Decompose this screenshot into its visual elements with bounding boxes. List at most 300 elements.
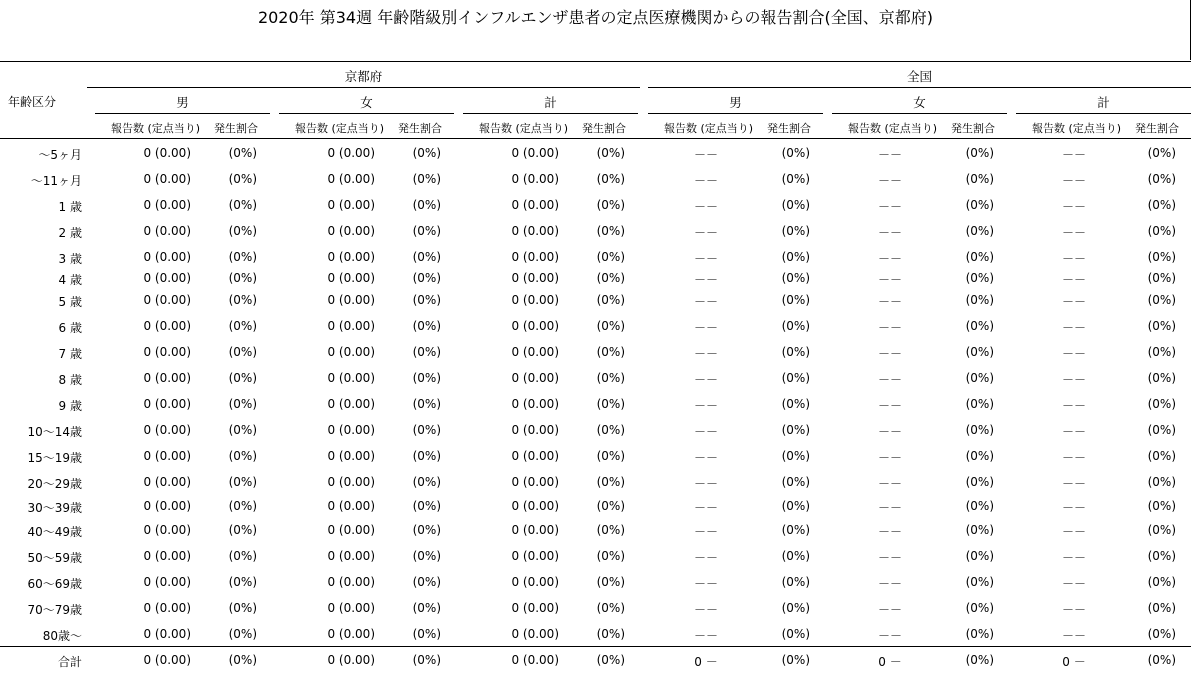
row-rate-cell: (0%) bbox=[1147, 172, 1176, 186]
header-rule-national bbox=[648, 87, 1191, 88]
row-count-cell: 0 (0.00) bbox=[327, 198, 375, 212]
row-count-cell: －－ bbox=[1061, 477, 1086, 491]
row-count-cell: －－ bbox=[877, 226, 902, 240]
row-count-cell: 0 (0.00) bbox=[327, 627, 375, 641]
age-column-header: 年齢区分 bbox=[8, 95, 57, 109]
row-count-cell: －－ bbox=[877, 252, 902, 266]
row-count-cell: 0 (0.00) bbox=[511, 423, 559, 437]
row-rate-cell: (0%) bbox=[1147, 224, 1176, 238]
row-rate-cell: (0%) bbox=[228, 523, 257, 537]
row-count-cell: －－ bbox=[877, 148, 902, 162]
row-count-cell: 0 (0.00) bbox=[327, 271, 375, 285]
row-rate-cell: (0%) bbox=[781, 549, 810, 563]
row-count-cell: －－ bbox=[693, 321, 718, 335]
row-rate-cell: (0%) bbox=[965, 423, 994, 437]
row-count-cell: 0 (0.00) bbox=[143, 172, 191, 186]
row-rate-cell: (0%) bbox=[596, 224, 625, 238]
row-rate-cell: (0%) bbox=[228, 271, 257, 285]
row-count-cell: －－ bbox=[877, 425, 902, 439]
row-rate-cell: (0%) bbox=[1147, 371, 1176, 385]
row-count-cell: －－ bbox=[877, 321, 902, 335]
row-count-cell: 0 (0.00) bbox=[327, 172, 375, 186]
row-rate-cell: (0%) bbox=[781, 146, 810, 160]
row-rate-cell: (0%) bbox=[596, 499, 625, 513]
row-count-cell: －－ bbox=[693, 200, 718, 214]
header-bottom-rule bbox=[0, 138, 1191, 139]
row-count-cell: 0 (0.00) bbox=[327, 575, 375, 589]
row-age-label: 9 歳 bbox=[58, 399, 82, 413]
row-age-label: 6 歳 bbox=[58, 321, 82, 335]
row-count-cell: 0 (0.00) bbox=[327, 224, 375, 238]
row-count-cell: 0 (0.00) bbox=[143, 475, 191, 489]
row-count-cell: 0 (0.00) bbox=[511, 371, 559, 385]
row-count-cell: 0 (0.00) bbox=[143, 319, 191, 333]
row-count-cell: 0 (0.00) bbox=[143, 627, 191, 641]
row-rate-cell: (0%) bbox=[596, 475, 625, 489]
sex-header-national-total: 計 bbox=[1097, 95, 1110, 110]
row-count-cell: －－ bbox=[877, 347, 902, 361]
row-count-cell: 0 (0.00) bbox=[143, 397, 191, 411]
row-rate-cell: (0%) bbox=[596, 250, 625, 264]
row-rate-cell: (0%) bbox=[965, 146, 994, 160]
row-rate-cell: (0%) bbox=[596, 523, 625, 537]
row-rate-cell: (0%) bbox=[596, 423, 625, 437]
sex-rule-national-female bbox=[832, 113, 1007, 114]
row-count-cell: 0 (0.00) bbox=[511, 250, 559, 264]
row-rate-cell: (0%) bbox=[1147, 523, 1176, 537]
row-count-cell: －－ bbox=[693, 477, 718, 491]
row-rate-cell: (0%) bbox=[596, 345, 625, 359]
row-rate-cell: (0%) bbox=[781, 172, 810, 186]
col-header-count: 報告数 (定点当り) bbox=[1032, 122, 1122, 135]
row-rate-cell: (0%) bbox=[965, 224, 994, 238]
total-rate-cell: (0%) bbox=[596, 653, 625, 667]
row-rate-cell: (0%) bbox=[596, 575, 625, 589]
total-rate-cell: (0%) bbox=[781, 653, 810, 667]
sex-header-kyoto-female: 女 bbox=[360, 95, 373, 110]
sex-rule-kyoto-male bbox=[95, 113, 270, 114]
sex-header-kyoto-total: 計 bbox=[544, 95, 557, 110]
total-count-cell: 0 － bbox=[1062, 655, 1086, 669]
row-rate-cell: (0%) bbox=[781, 250, 810, 264]
row-rate-cell: (0%) bbox=[1147, 601, 1176, 615]
row-count-cell: 0 (0.00) bbox=[143, 601, 191, 615]
row-count-cell: 0 (0.00) bbox=[143, 146, 191, 160]
row-rate-cell: (0%) bbox=[965, 371, 994, 385]
row-rate-cell: (0%) bbox=[781, 293, 810, 307]
row-rate-cell: (0%) bbox=[228, 198, 257, 212]
row-rate-cell: (0%) bbox=[412, 475, 441, 489]
row-count-cell: 0 (0.00) bbox=[327, 423, 375, 437]
row-count-cell: 0 (0.00) bbox=[511, 549, 559, 563]
row-rate-cell: (0%) bbox=[412, 224, 441, 238]
sex-rule-national-total bbox=[1016, 113, 1191, 114]
row-count-cell: －－ bbox=[877, 200, 902, 214]
row-count-cell: 0 (0.00) bbox=[143, 293, 191, 307]
row-count-cell: 0 (0.00) bbox=[327, 293, 375, 307]
row-rate-cell: (0%) bbox=[965, 172, 994, 186]
row-count-cell: 0 (0.00) bbox=[143, 371, 191, 385]
row-count-cell: 0 (0.00) bbox=[511, 475, 559, 489]
row-count-cell: －－ bbox=[1061, 252, 1086, 266]
total-rate-cell: (0%) bbox=[412, 653, 441, 667]
col-header-rate: 発生割合 bbox=[398, 122, 442, 135]
row-rate-cell: (0%) bbox=[228, 601, 257, 615]
total-rule bbox=[0, 646, 1191, 647]
row-count-cell: －－ bbox=[693, 425, 718, 439]
row-rate-cell: (0%) bbox=[412, 499, 441, 513]
col-header-rate: 発生割合 bbox=[767, 122, 811, 135]
row-count-cell: －－ bbox=[877, 174, 902, 188]
row-rate-cell: (0%) bbox=[781, 475, 810, 489]
row-age-label: 70～79歳 bbox=[27, 603, 82, 617]
row-count-cell: 0 (0.00) bbox=[143, 549, 191, 563]
row-count-cell: 0 (0.00) bbox=[511, 146, 559, 160]
row-count-cell: －－ bbox=[693, 501, 718, 515]
row-rate-cell: (0%) bbox=[1147, 293, 1176, 307]
row-count-cell: 0 (0.00) bbox=[511, 271, 559, 285]
row-age-label: 10～14歳 bbox=[27, 425, 82, 439]
row-count-cell: －－ bbox=[877, 501, 902, 515]
row-age-label: 4 歳 bbox=[58, 273, 82, 287]
row-rate-cell: (0%) bbox=[412, 423, 441, 437]
row-rate-cell: (0%) bbox=[965, 250, 994, 264]
row-rate-cell: (0%) bbox=[781, 449, 810, 463]
total-count-cell: 0 (0.00) bbox=[143, 653, 191, 667]
row-count-cell: －－ bbox=[693, 174, 718, 188]
row-rate-cell: (0%) bbox=[596, 293, 625, 307]
row-rate-cell: (0%) bbox=[1147, 319, 1176, 333]
row-rate-cell: (0%) bbox=[412, 146, 441, 160]
row-count-cell: －－ bbox=[693, 577, 718, 591]
row-rate-cell: (0%) bbox=[965, 523, 994, 537]
row-count-cell: －－ bbox=[1061, 629, 1086, 643]
row-count-cell: －－ bbox=[693, 252, 718, 266]
row-rate-cell: (0%) bbox=[781, 319, 810, 333]
row-rate-cell: (0%) bbox=[596, 146, 625, 160]
col-header-rate: 発生割合 bbox=[1135, 122, 1179, 135]
row-count-cell: －－ bbox=[1061, 425, 1086, 439]
row-age-label: 7 歳 bbox=[58, 347, 82, 361]
row-rate-cell: (0%) bbox=[781, 601, 810, 615]
row-count-cell: －－ bbox=[877, 477, 902, 491]
row-count-cell: 0 (0.00) bbox=[327, 397, 375, 411]
col-header-rate: 発生割合 bbox=[214, 122, 258, 135]
row-rate-cell: (0%) bbox=[596, 449, 625, 463]
row-count-cell: －－ bbox=[877, 295, 902, 309]
col-header-count: 報告数 (定点当り) bbox=[664, 122, 754, 135]
row-count-cell: 0 (0.00) bbox=[511, 575, 559, 589]
total-rate-cell: (0%) bbox=[1147, 653, 1176, 667]
row-age-label: 30～39歳 bbox=[27, 501, 82, 515]
sex-header-national-female: 女 bbox=[913, 95, 926, 110]
row-count-cell: 0 (0.00) bbox=[327, 499, 375, 513]
row-rate-cell: (0%) bbox=[412, 575, 441, 589]
row-count-cell: －－ bbox=[877, 525, 902, 539]
row-count-cell: －－ bbox=[1061, 451, 1086, 465]
row-rate-cell: (0%) bbox=[1147, 499, 1176, 513]
row-rate-cell: (0%) bbox=[781, 198, 810, 212]
region-header-national: 全国 bbox=[906, 69, 932, 84]
row-age-label: 60～69歳 bbox=[27, 577, 82, 591]
row-count-cell: 0 (0.00) bbox=[511, 172, 559, 186]
row-age-label: ～11ヶ月 bbox=[30, 174, 82, 188]
row-count-cell: －－ bbox=[693, 451, 718, 465]
row-rate-cell: (0%) bbox=[412, 627, 441, 641]
row-count-cell: －－ bbox=[693, 399, 718, 413]
row-count-cell: －－ bbox=[1061, 347, 1086, 361]
row-rate-cell: (0%) bbox=[1147, 575, 1176, 589]
total-rate-cell: (0%) bbox=[228, 653, 257, 667]
row-count-cell: 0 (0.00) bbox=[511, 523, 559, 537]
row-count-cell: 0 (0.00) bbox=[327, 345, 375, 359]
header-top-rule bbox=[0, 61, 1191, 62]
row-count-cell: 0 (0.00) bbox=[143, 499, 191, 513]
row-rate-cell: (0%) bbox=[596, 549, 625, 563]
row-rate-cell: (0%) bbox=[781, 627, 810, 641]
row-count-cell: 0 (0.00) bbox=[511, 499, 559, 513]
row-age-label: ～5ヶ月 bbox=[38, 148, 82, 162]
row-rate-cell: (0%) bbox=[228, 423, 257, 437]
total-count-cell: 0 － bbox=[694, 655, 718, 669]
region-header-kyoto: 京都府 bbox=[344, 69, 383, 84]
row-count-cell: 0 (0.00) bbox=[143, 423, 191, 437]
row-rate-cell: (0%) bbox=[781, 345, 810, 359]
row-count-cell: －－ bbox=[693, 603, 718, 617]
row-count-cell: 0 (0.00) bbox=[511, 397, 559, 411]
row-age-label: 8 歳 bbox=[58, 373, 82, 387]
row-count-cell: －－ bbox=[693, 347, 718, 361]
row-rate-cell: (0%) bbox=[412, 549, 441, 563]
row-rate-cell: (0%) bbox=[965, 449, 994, 463]
row-rate-cell: (0%) bbox=[965, 397, 994, 411]
row-rate-cell: (0%) bbox=[1147, 627, 1176, 641]
row-rate-cell: (0%) bbox=[228, 319, 257, 333]
row-rate-cell: (0%) bbox=[228, 345, 257, 359]
row-count-cell: 0 (0.00) bbox=[511, 627, 559, 641]
row-rate-cell: (0%) bbox=[596, 271, 625, 285]
row-count-cell: 0 (0.00) bbox=[143, 523, 191, 537]
sex-header-national-male: 男 bbox=[729, 95, 742, 110]
row-rate-cell: (0%) bbox=[412, 601, 441, 615]
row-rate-cell: (0%) bbox=[596, 397, 625, 411]
row-count-cell: 0 (0.00) bbox=[143, 224, 191, 238]
row-count-cell: －－ bbox=[1061, 373, 1086, 387]
sex-rule-kyoto-total bbox=[463, 113, 638, 114]
row-rate-cell: (0%) bbox=[228, 146, 257, 160]
row-count-cell: 0 (0.00) bbox=[327, 449, 375, 463]
row-rate-cell: (0%) bbox=[228, 293, 257, 307]
row-rate-cell: (0%) bbox=[228, 575, 257, 589]
row-rate-cell: (0%) bbox=[1147, 146, 1176, 160]
row-count-cell: 0 (0.00) bbox=[327, 549, 375, 563]
row-rate-cell: (0%) bbox=[228, 224, 257, 238]
row-rate-cell: (0%) bbox=[412, 271, 441, 285]
row-count-cell: －－ bbox=[877, 399, 902, 413]
row-rate-cell: (0%) bbox=[965, 499, 994, 513]
row-count-cell: －－ bbox=[1061, 501, 1086, 515]
row-rate-cell: (0%) bbox=[412, 345, 441, 359]
row-count-cell: －－ bbox=[877, 373, 902, 387]
row-age-label: 50～59歳 bbox=[27, 551, 82, 565]
row-rate-cell: (0%) bbox=[965, 575, 994, 589]
row-count-cell: －－ bbox=[1061, 174, 1086, 188]
row-rate-cell: (0%) bbox=[1147, 449, 1176, 463]
row-count-cell: 0 (0.00) bbox=[327, 146, 375, 160]
row-rate-cell: (0%) bbox=[781, 423, 810, 437]
row-count-cell: －－ bbox=[1061, 551, 1086, 565]
row-count-cell: －－ bbox=[1061, 226, 1086, 240]
row-age-label: 1 歳 bbox=[58, 200, 82, 214]
row-rate-cell: (0%) bbox=[412, 250, 441, 264]
row-rate-cell: (0%) bbox=[228, 250, 257, 264]
row-count-cell: 0 (0.00) bbox=[327, 601, 375, 615]
row-rate-cell: (0%) bbox=[1147, 549, 1176, 563]
col-header-count: 報告数 (定点当り) bbox=[111, 122, 201, 135]
row-count-cell: －－ bbox=[1061, 603, 1086, 617]
row-rate-cell: (0%) bbox=[965, 271, 994, 285]
row-count-cell: 0 (0.00) bbox=[511, 198, 559, 212]
row-rate-cell: (0%) bbox=[412, 319, 441, 333]
row-rate-cell: (0%) bbox=[412, 293, 441, 307]
col-header-count: 報告数 (定点当り) bbox=[479, 122, 569, 135]
row-rate-cell: (0%) bbox=[965, 475, 994, 489]
row-count-cell: 0 (0.00) bbox=[143, 345, 191, 359]
row-count-cell: －－ bbox=[693, 629, 718, 643]
row-rate-cell: (0%) bbox=[965, 293, 994, 307]
row-rate-cell: (0%) bbox=[596, 601, 625, 615]
row-rate-cell: (0%) bbox=[228, 172, 257, 186]
row-rate-cell: (0%) bbox=[596, 172, 625, 186]
row-age-label: 20～29歳 bbox=[27, 477, 82, 491]
row-age-label: 3 歳 bbox=[58, 252, 82, 266]
row-count-cell: 0 (0.00) bbox=[143, 250, 191, 264]
row-rate-cell: (0%) bbox=[596, 319, 625, 333]
total-count-cell: 0 － bbox=[878, 655, 902, 669]
row-age-label: 15～19歳 bbox=[27, 451, 82, 465]
row-count-cell: 0 (0.00) bbox=[143, 449, 191, 463]
row-rate-cell: (0%) bbox=[965, 601, 994, 615]
row-count-cell: 0 (0.00) bbox=[511, 224, 559, 238]
row-rate-cell: (0%) bbox=[412, 397, 441, 411]
row-rate-cell: (0%) bbox=[1147, 250, 1176, 264]
row-count-cell: －－ bbox=[877, 551, 902, 565]
row-rate-cell: (0%) bbox=[965, 627, 994, 641]
row-rate-cell: (0%) bbox=[412, 523, 441, 537]
row-count-cell: －－ bbox=[877, 603, 902, 617]
row-rate-cell: (0%) bbox=[1147, 271, 1176, 285]
row-rate-cell: (0%) bbox=[1147, 423, 1176, 437]
row-age-label: 2 歳 bbox=[58, 226, 82, 240]
row-count-cell: －－ bbox=[1061, 321, 1086, 335]
row-count-cell: 0 (0.00) bbox=[327, 371, 375, 385]
row-count-cell: 0 (0.00) bbox=[143, 575, 191, 589]
row-rate-cell: (0%) bbox=[965, 549, 994, 563]
row-count-cell: －－ bbox=[877, 629, 902, 643]
sex-header-kyoto-male: 男 bbox=[176, 95, 189, 110]
row-age-label: 40～49歳 bbox=[27, 525, 82, 539]
total-count-cell: 0 (0.00) bbox=[327, 653, 375, 667]
row-count-cell: －－ bbox=[693, 525, 718, 539]
row-age-label: 5 歳 bbox=[58, 295, 82, 309]
row-count-cell: 0 (0.00) bbox=[511, 293, 559, 307]
row-count-cell: 0 (0.00) bbox=[511, 601, 559, 615]
sex-rule-kyoto-female bbox=[279, 113, 454, 114]
col-header-count: 報告数 (定点当り) bbox=[295, 122, 385, 135]
row-count-cell: －－ bbox=[1061, 148, 1086, 162]
col-header-rate: 発生割合 bbox=[951, 122, 995, 135]
row-count-cell: 0 (0.00) bbox=[327, 523, 375, 537]
row-rate-cell: (0%) bbox=[781, 523, 810, 537]
row-count-cell: －－ bbox=[1061, 399, 1086, 413]
row-rate-cell: (0%) bbox=[412, 172, 441, 186]
page-title: 2020年 第34週 年齢階級別インフルエンザ患者の定点医療機関からの報告割合(全国、京都府) bbox=[257, 8, 934, 27]
row-count-cell: －－ bbox=[1061, 200, 1086, 214]
col-header-rate: 発生割合 bbox=[582, 122, 626, 135]
row-count-cell: －－ bbox=[693, 373, 718, 387]
row-count-cell: －－ bbox=[693, 226, 718, 240]
row-count-cell: 0 (0.00) bbox=[143, 271, 191, 285]
row-count-cell: －－ bbox=[693, 295, 718, 309]
total-rate-cell: (0%) bbox=[965, 653, 994, 667]
total-count-cell: 0 (0.00) bbox=[511, 653, 559, 667]
row-rate-cell: (0%) bbox=[596, 198, 625, 212]
row-rate-cell: (0%) bbox=[965, 319, 994, 333]
row-rate-cell: (0%) bbox=[412, 371, 441, 385]
row-rate-cell: (0%) bbox=[1147, 475, 1176, 489]
row-count-cell: －－ bbox=[693, 551, 718, 565]
row-rate-cell: (0%) bbox=[228, 371, 257, 385]
row-count-cell: －－ bbox=[693, 148, 718, 162]
row-rate-cell: (0%) bbox=[1147, 345, 1176, 359]
row-rate-cell: (0%) bbox=[781, 271, 810, 285]
header-rule-kyoto bbox=[87, 87, 640, 88]
row-rate-cell: (0%) bbox=[781, 397, 810, 411]
row-count-cell: －－ bbox=[693, 273, 718, 287]
row-rate-cell: (0%) bbox=[781, 499, 810, 513]
row-rate-cell: (0%) bbox=[228, 627, 257, 641]
row-rate-cell: (0%) bbox=[228, 499, 257, 513]
row-count-cell: 0 (0.00) bbox=[327, 250, 375, 264]
row-count-cell: 0 (0.00) bbox=[511, 345, 559, 359]
row-count-cell: 0 (0.00) bbox=[143, 198, 191, 212]
col-header-count: 報告数 (定点当り) bbox=[848, 122, 938, 135]
row-rate-cell: (0%) bbox=[1147, 397, 1176, 411]
row-count-cell: 0 (0.00) bbox=[511, 449, 559, 463]
row-count-cell: －－ bbox=[877, 451, 902, 465]
row-rate-cell: (0%) bbox=[1147, 198, 1176, 212]
total-age-label: 合計 bbox=[57, 655, 82, 669]
row-count-cell: －－ bbox=[877, 577, 902, 591]
row-age-label: 80歳～ bbox=[42, 629, 82, 643]
row-count-cell: 0 (0.00) bbox=[511, 319, 559, 333]
row-rate-cell: (0%) bbox=[228, 475, 257, 489]
row-count-cell: －－ bbox=[1061, 273, 1086, 287]
sex-rule-national-male bbox=[648, 113, 823, 114]
row-rate-cell: (0%) bbox=[596, 627, 625, 641]
row-rate-cell: (0%) bbox=[965, 345, 994, 359]
row-rate-cell: (0%) bbox=[412, 198, 441, 212]
row-count-cell: －－ bbox=[877, 273, 902, 287]
row-count-cell: －－ bbox=[1061, 295, 1086, 309]
row-rate-cell: (0%) bbox=[596, 371, 625, 385]
row-rate-cell: (0%) bbox=[781, 224, 810, 238]
row-rate-cell: (0%) bbox=[228, 549, 257, 563]
row-count-cell: 0 (0.00) bbox=[327, 475, 375, 489]
row-rate-cell: (0%) bbox=[228, 397, 257, 411]
row-rate-cell: (0%) bbox=[412, 449, 441, 463]
row-rate-cell: (0%) bbox=[781, 575, 810, 589]
